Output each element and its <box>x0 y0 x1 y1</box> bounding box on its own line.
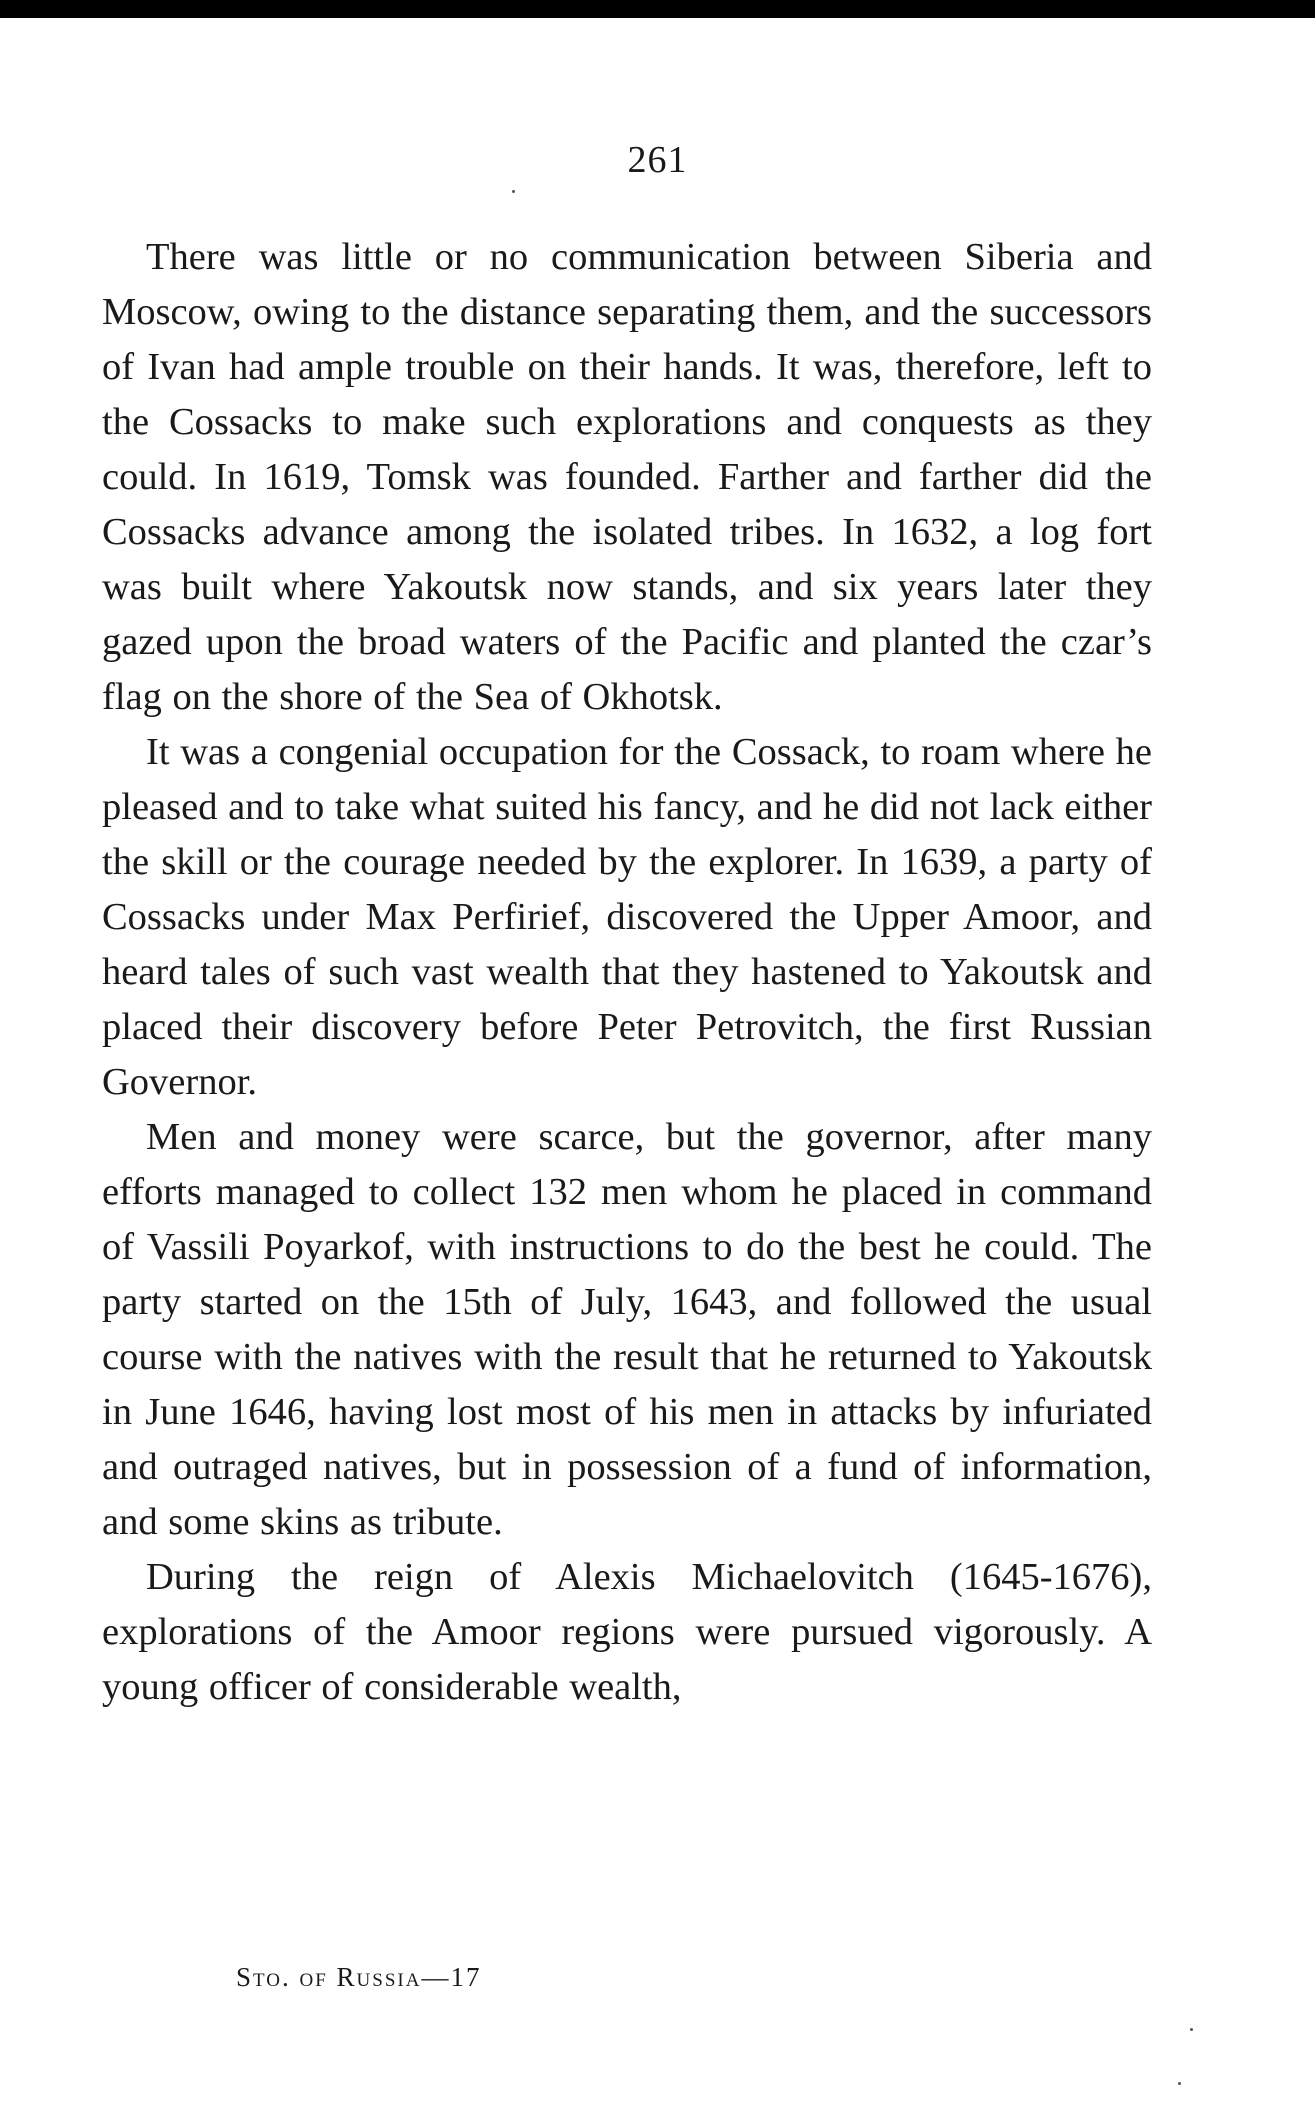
paragraph-3: Men and money were scarce, but the governor, after many efforts managed to collect 132 men whom he placed in command of Vassili Poyarkof, with instructions to do the best he could. The party started on the 15th of July, 1643, and followed the usual course with the natives with the result that he returned to Yakoutsk in June 1646, having lost most of his men in attacks by infuriated and outraged natives, but in possession of a fund of information, and some skins as tribute. <box>102 1116 1152 1543</box>
scan-speck <box>1178 2082 1181 2085</box>
scan-speck <box>512 190 515 193</box>
scan-speck <box>1190 2028 1193 2031</box>
paragraph-4: During the reign of Alexis Michaelovitch (1645-1676), explorations of the Amoor regions were pursued vigorously. A young officer of considerable wealth, <box>102 1556 1152 1708</box>
paragraph-1: There was little or no communication between Siberia and Moscow, owing to the distance separating them, and the successors of Ivan had ample trouble on their hands. It was, therefore, left to the Cossacks to make such explorations and conquests as they could. In 1619, Tomsk was founded. Farther and farther did the Cossacks advance among the isolated tribes. In 1632, a log fort was built where Yakoutsk now stands, and six years later they gazed upon the broad waters of the Pacific and planted the czar’s flag on the shore of the Sea of Okhotsk. <box>102 236 1152 718</box>
body-text <box>102 230 1152 1715</box>
page-number: 261 <box>627 139 688 181</box>
signature-mark: Sto. of Russia—17 <box>236 1962 482 1992</box>
paragraph-2: It was a congenial occupation for the Cossack, to roam where he pleased and to take what suited his fancy, and he did not lack either the skill or the courage needed by the explorer. In 1639, a party of Cossacks under Max Perfirief, discovered the Upper Amoor, and heard tales of such vast wealth that they hastened to Yakoutsk and placed their discovery before Peter Petrovitch, the first Russian Governor. <box>102 731 1152 1103</box>
scan-top-border <box>0 0 1315 18</box>
